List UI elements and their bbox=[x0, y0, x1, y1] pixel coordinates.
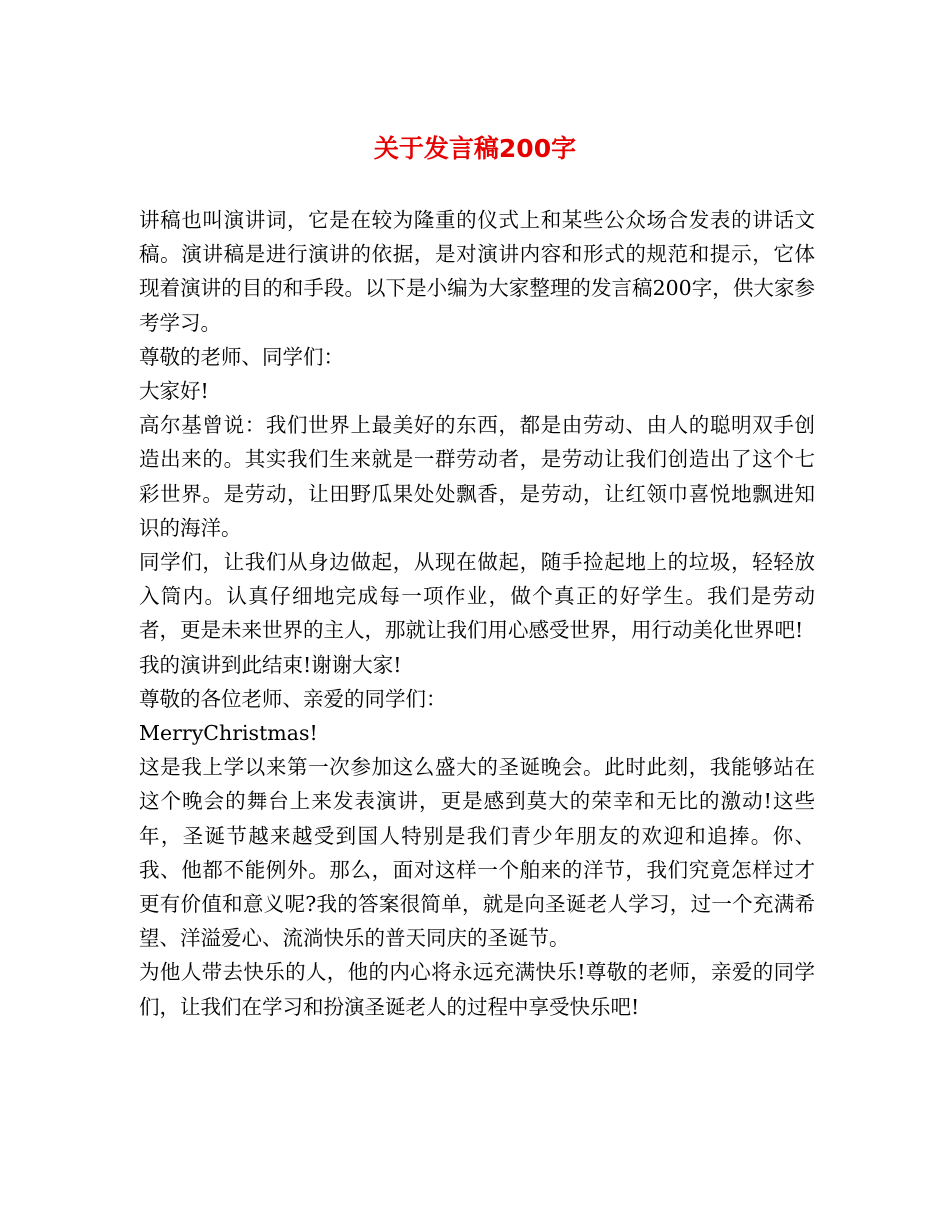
paragraph-gorky-quote: 高尔基曾说：我们世界上最美好的东西，都是由劳动、由人的聪明双手创造出来的。其实我们生来就是一群劳动者，是劳动让我们创造出了这个七彩世界。是劳动，让田野瓜果处处飘香，是劳动，让红领巾喜悦地飘进知识的海洋。 bbox=[139, 413, 815, 540]
paragraph-intro: 讲稿也叫演讲词，它是在较为隆重的仪式上和某些公众场合发表的讲话文稿。演讲稿是进行演讲的依据，是对演讲内容和形式的规范和提示，它体现着演讲的目的和手段。以下是小编为大家整理的发言稿200字，供大家参考学习。 bbox=[139, 208, 815, 335]
document-body bbox=[139, 203, 815, 1024]
paragraph-merry-christmas: MerryChristmas! bbox=[139, 721, 318, 746]
paragraph-christmas-speech: 这是我上学以来第一次参加这么盛大的圣诞晚会。此时此刻，我能够站在这个晚会的舞台上来发表演讲，更是感到莫大的荣幸和无比的激动!这些年，圣诞节越来越受到国人特别是我们青少年朋友的欢迎和追捧。你、我、他都不能例外。那么，面对这样一个舶来的洋节，我们究竟怎样过才更有价值和意义呢?我的答案很简单，就是向圣诞老人学习，过一个充满希望、洋溢爱心、流淌快乐的普天同庆的圣诞节。 bbox=[139, 755, 815, 951]
paragraph-greeting: 大家好! bbox=[139, 379, 209, 404]
paragraph-salutation-2: 尊敬的各位老师、亲爱的同学们： bbox=[139, 686, 447, 711]
page-title: 关于发言稿200字 bbox=[373, 134, 577, 163]
paragraph-closing-2: 为他人带去快乐的人，他的内心将永远充满快乐!尊敬的老师，亲爱的同学们，让我们在学习和扮演圣诞老人的过程中享受快乐吧! bbox=[139, 960, 815, 1019]
paragraph-salutation-1: 尊敬的老师、同学们： bbox=[139, 344, 344, 369]
paragraph-call-to-action: 同学们，让我们从身边做起，从现在做起，随手捡起地上的垃圾，轻轻放入筒内。认真仔细地完成每一项作业，做个真正的好学生。我们是劳动者，更是未来世界的主人，那就让我们用心感受世界，用行动美化世界吧! bbox=[139, 550, 815, 643]
paragraph-closing-1: 我的演讲到此结束!谢谢大家! bbox=[139, 652, 402, 677]
